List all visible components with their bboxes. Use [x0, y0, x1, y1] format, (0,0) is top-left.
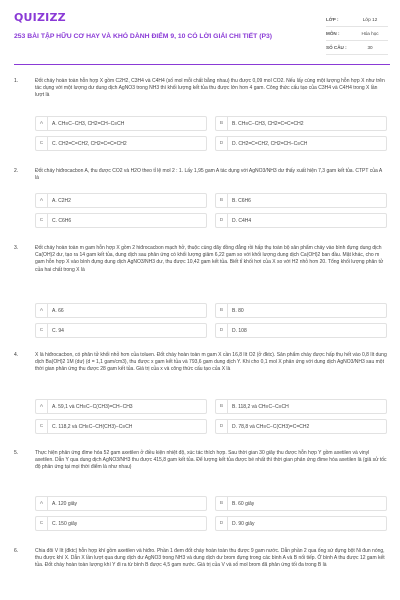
question-number: 1.	[14, 78, 19, 84]
option-text: B. CH≡C−CH3, CH2=C=C=CH2	[232, 120, 304, 127]
question-text: Đốt cháy hoàn toàn m gam hỗn hợp X gồm 2 hiđrocacbon mạch hở, thuộc cùng dãy đồng đẳng rồi hấp thụ toàn bộ sản phẩm cháy vào bình đựng dung dịch Ca(OH)2 dư, tạo ra 14 gam kết tủa, dung dịch sau phản ứng có khối lượng giảm 6,22 gam so với khối lượng dung dịch Ca(OH)2 ban đầu. Mặt khác, cho m gam hỗn hợp X vào bình đựng dung dịch AgNO3/NH3 dư, thu được 10,42 gam kết tủa. Biết tỉ khối hơi của X so với H2 nhỏ hơn 20. Tổng khối lượng phân tử của hai chất trong X là	[35, 245, 384, 273]
answer-option-a[interactable]	[35, 116, 207, 131]
meta-key: MÔN :	[326, 31, 340, 36]
option-text: A. CH≡C−CH3, CH2=CH−C≡CH	[52, 120, 125, 127]
option-letter: A	[36, 304, 48, 317]
answer-option-c[interactable]	[35, 136, 207, 151]
option-letter: C	[36, 137, 48, 150]
question-number: 6.	[14, 548, 19, 554]
answer-option-a[interactable]	[35, 193, 207, 208]
worksheet-title: 253 BÀI TẬP HỮU CƠ HAY VÀ KHÓ DÀNH ĐIỂM 9, 10 CÓ LỜI GIẢI CHI TIẾT (P3)	[14, 33, 273, 40]
question-text: X là hiđrocacbon, có phân tử khối nhỏ hơn của toluen. Đốt cháy hoàn toàn m gam X cần 16,8 lít O2 (ở đktc). Sản phẩm cháy được hấp thụ hết vào 0,8 lít dung dịch Ba(OH)2 1M (dư) (d = 1,1 gam/cm3), thu được x gam kết tủa và 793,6 gam dung dịch Y. Khi cho 0,1 mol X phản ứng với dung dịch AgNO3/NH3 sau một thời gian phản ứng thu được 28 gam kết tủa. Giá trị của x và công thức cấu tạo của X là	[35, 352, 387, 373]
option-text: C. 94	[52, 327, 64, 334]
question-text: Chia đôi V lít (đktc) hỗn hợp khí gồm axetilen và hiđro. Phần 1 đem đốt cháy hoàn toàn thu được 9 gam nước. Dẫn phần 2 qua ống sứ đựng bột Ni đun nóng, thu được khí X. Dẫn X lần lượt qua dung dịch dư AgNO3 trong NH3 và dung dịch dư brom đựng trong các bình A và B nối tiếp. Ở bình A thu được 12 gam kết tủa. Đốt cháy hoàn toàn lượng khí Y đi ra từ bình B được 4,5 gam nước. Giá trị của V và số mol brom đã phản ứng tối đa trong B là	[35, 548, 385, 569]
meta-value: 30	[367, 45, 373, 50]
question-text: Thực hiện phản ứng đime hóa 52 gam axetilen ở điều kiện nhiệt độ, xúc tác thích hợp. Sau thời gian 30 giây thu được hỗn hợp Y gồm axetilen và vinyl axetilen. Dẫn Y qua dung dịch AgNO3/NH3 thu được 415,8 gam kết tủa. Để lượng kết tủa được bé nhất thì thời gian phản ứng đime hóa axetilen là (giả sử tốc độ phản ứng tại mọi thời điểm là như nhau)	[35, 450, 387, 471]
option-text: C. 118,2 và CH≡C−CH(CH3)−C≡CH	[52, 423, 133, 430]
option-letter: A	[36, 194, 48, 207]
option-letter: B	[216, 400, 228, 413]
option-letter: C	[36, 324, 48, 337]
option-letter: C	[36, 420, 48, 433]
option-text: C. C6H6	[52, 217, 72, 224]
question-text: Đốt cháy hiđrocacbon A, thu được CO2 và H2O theo tỉ lệ mol 2 : 1. Lấy 1,95 gam A tác dụng với AgNO3/NH3 dư thấy xuất hiện 7,3 gam kết tủa. CTPT của A là	[35, 168, 382, 182]
answer-option-b[interactable]	[215, 116, 387, 131]
option-text: B. 80	[232, 307, 244, 314]
question-number: 2.	[14, 168, 19, 174]
question-number: 4.	[14, 352, 19, 358]
option-text: D. 90 giây	[232, 520, 255, 527]
option-text: B. C6H6	[232, 197, 251, 204]
answer-option-a[interactable]	[35, 303, 207, 318]
option-letter: A	[36, 117, 48, 130]
meta-row-subject	[326, 27, 388, 41]
answer-option-b[interactable]	[215, 193, 387, 208]
option-letter: D	[216, 517, 228, 530]
option-text: D. C4H4	[232, 217, 252, 224]
option-letter: C	[36, 214, 48, 227]
meta-key: SỐ CÂU :	[326, 45, 347, 50]
meta-value: Hóa học	[361, 31, 379, 36]
answer-option-a[interactable]	[35, 399, 207, 414]
option-text: A. 66	[52, 307, 64, 314]
option-text: D. CH2=C=CH2, CH2=CH−C≡CH	[232, 140, 308, 147]
option-letter: B	[216, 304, 228, 317]
option-letter: D	[216, 137, 228, 150]
worksheet-header	[0, 0, 400, 60]
answer-option-c[interactable]	[35, 419, 207, 434]
answer-option-b[interactable]	[215, 399, 387, 414]
option-letter: B	[216, 194, 228, 207]
option-text: A. C2H2	[52, 197, 71, 204]
option-text: A. 59,1 và CH≡C−C(CH3)=CH−CH3	[52, 403, 133, 410]
quizizz-logo: QUIZIZZ	[14, 11, 66, 24]
option-letter: A	[36, 400, 48, 413]
meta-key: LỚP :	[326, 17, 339, 22]
option-letter: B	[216, 117, 228, 130]
meta-row-grade	[326, 13, 388, 27]
answer-option-d[interactable]	[215, 323, 387, 338]
option-text: B. 60 giây	[232, 500, 255, 507]
worksheet-meta-table	[326, 13, 388, 55]
question-text: Đốt cháy hoàn toàn hỗn hợp X gồm C2H2, C3H4 và C4H4 (số mol mỗi chất bằng nhau) thu được 0,09 mol CO2. Nếu lấy cùng một lượng hỗn hợp X như trên tác dụng với một lượng dư dung dịch AgNO3 trong NH3 thì khối lượng kết tủa thu được lớn hơn 4 gam. Công thức cấu tạo của C3H4 và C4H4 trong X lần lượt là	[35, 78, 385, 99]
answer-option-a[interactable]	[35, 496, 207, 511]
answer-option-b[interactable]	[215, 303, 387, 318]
answer-option-c[interactable]	[35, 323, 207, 338]
option-letter: A	[36, 497, 48, 510]
option-letter: D	[216, 324, 228, 337]
option-text: C. 150 giây	[52, 520, 78, 527]
answer-option-d[interactable]	[215, 419, 387, 434]
option-text: D. 108	[232, 327, 247, 334]
option-letter: D	[216, 420, 228, 433]
meta-row-question-count	[326, 41, 388, 55]
question-number: 3.	[14, 245, 19, 251]
answer-option-b[interactable]	[215, 496, 387, 511]
question-number: 5.	[14, 450, 19, 456]
answer-option-d[interactable]	[215, 136, 387, 151]
option-text: D. 78,8 và CH≡C−C(CH3)=C=CH2	[232, 423, 310, 430]
answer-option-c[interactable]	[35, 516, 207, 531]
option-text: A. 120 giây	[52, 500, 78, 507]
answer-option-c[interactable]	[35, 213, 207, 228]
option-letter: B	[216, 497, 228, 510]
option-text: B. 118,2 và CH≡C−C≡CH	[232, 403, 289, 410]
option-letter: C	[36, 517, 48, 530]
answer-option-d[interactable]	[215, 516, 387, 531]
header-divider	[14, 64, 390, 65]
answer-option-d[interactable]	[215, 213, 387, 228]
meta-value: Lớp 12	[362, 17, 378, 22]
option-text: C. CH2=C=CH2, CH2=C=C=CH2	[52, 140, 127, 147]
option-letter: D	[216, 214, 228, 227]
